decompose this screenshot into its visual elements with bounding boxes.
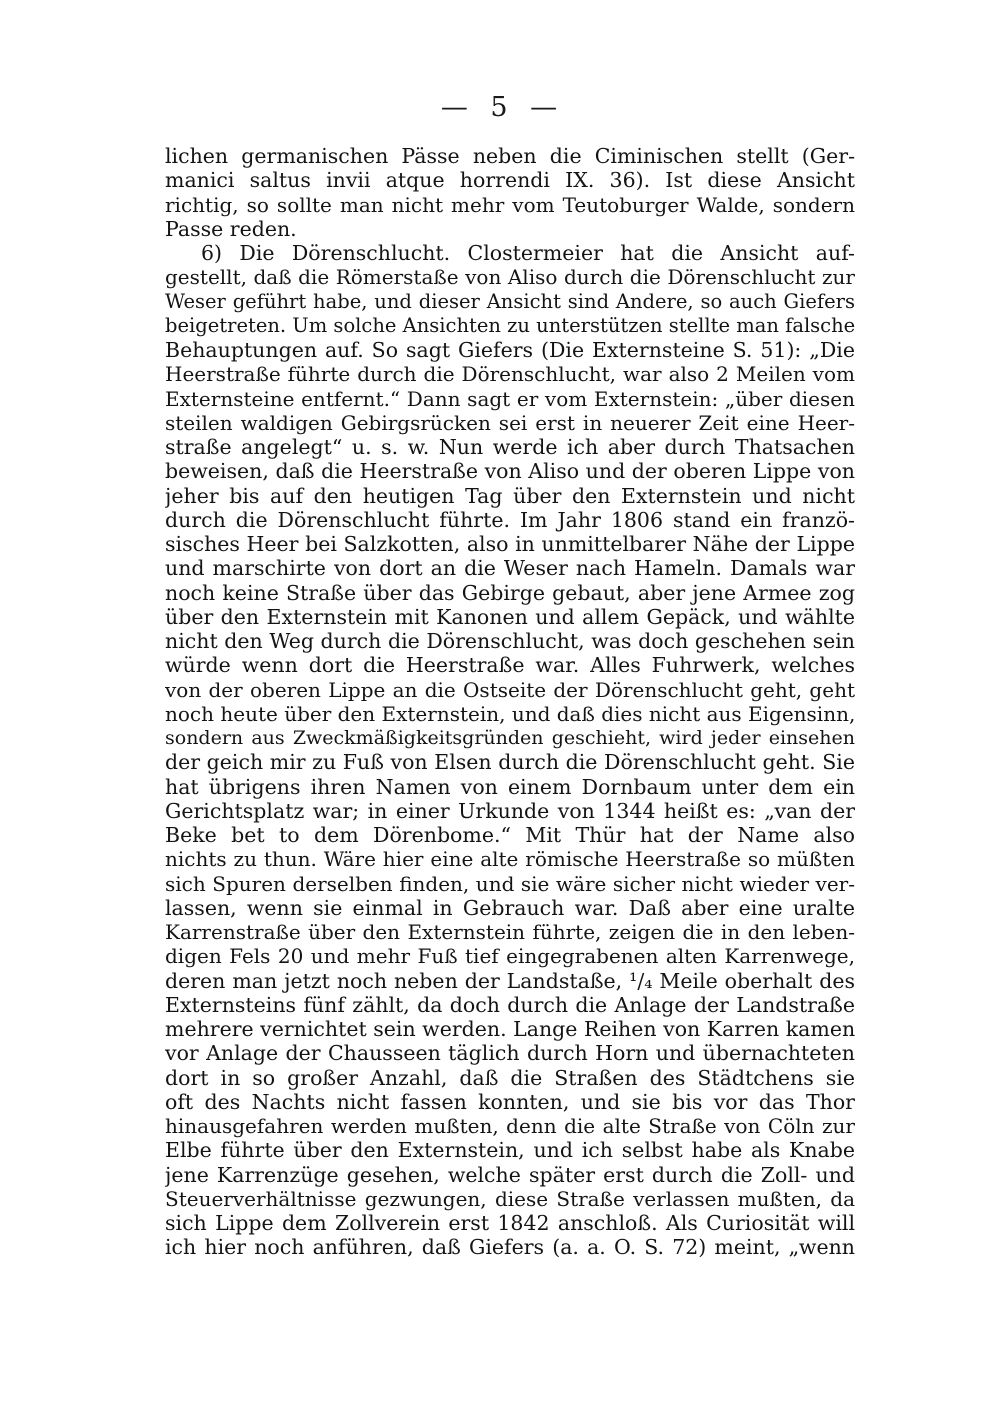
text-line: Karrenstraße über den Externstein führte, zeigen die in den leben- bbox=[165, 920, 855, 944]
text-line: Weser geführt habe, und dieser Ansicht sind Andere, so auch Giefers bbox=[165, 289, 855, 313]
text-line: Externsteins fünf zählt, da doch durch die Anlage der Landstraße bbox=[165, 992, 855, 1017]
text-line: noch keine Straße über das Gebirge gebaut, aber jene Armee zog bbox=[165, 580, 855, 605]
body-text bbox=[165, 144, 855, 1260]
text-line: würde wenn dort die Heerstraße war. Alles Fuhrwerk, welches bbox=[165, 653, 855, 678]
text-line: lichen germanischen Pässe neben die Ciminischen stellt (Ger- bbox=[165, 144, 855, 168]
section-heading-line: 6) Die Dörenschlucht. Clostermeier hat die Ansicht auf- bbox=[201, 241, 855, 265]
text-line: Gerichtsplatz war; in einer Urkunde von 1344 heißt es: „van der bbox=[165, 798, 855, 823]
text-line: Steuerverhältnisse gezwungen, diese Straße verlassen mußten, da bbox=[165, 1186, 855, 1211]
text-line: durch die Dörenschlucht führte. Im Jahr 1806 stand ein franzö- bbox=[165, 507, 855, 532]
text-line: hat übrigens ihren Namen von einem Dornbaum unter dem ein bbox=[165, 774, 855, 799]
text-line: vor Anlage der Chausseen täglich durch Horn und übernachteten bbox=[165, 1041, 855, 1066]
text-line: gestellt, daß die Römerstaße von Aliso durch die Dörenschlucht zur bbox=[165, 265, 855, 290]
text-line: noch heute über den Externstein, und daß dies nicht aus Eigensinn, bbox=[165, 701, 855, 726]
text-line: beweisen, daß die Heerstraße von Aliso und der oberen Lippe von bbox=[165, 459, 855, 484]
text-line: mehrere vernichtet sein werden. Lange Reihen von Karren kamen bbox=[165, 1017, 855, 1041]
text-line: jeher bis auf den heutigen Tag über den Externstein und nicht bbox=[165, 483, 855, 508]
text-line: richtig, so sollte man nicht mehr vom Teutoburger Walde, sondern bbox=[165, 192, 855, 217]
text-line: oft des Nachts nicht fassen konnten, und sie bis vor das Thor bbox=[165, 1089, 855, 1114]
text-line: steilen waldigen Gebirgsrücken sei erst in neuerer Zeit eine Heer- bbox=[165, 410, 855, 435]
text-line: nichts zu thun. Wäre hier eine alte römische Heerstraße so müßten bbox=[165, 847, 855, 872]
text-line: über den Externstein mit Kanonen und allem Gepäck, und wählte bbox=[165, 604, 855, 629]
text-line: nicht den Weg durch die Dörenschlucht, was doch geschehen sein bbox=[165, 629, 855, 653]
page-number: — 5 — bbox=[440, 92, 560, 123]
text-line: Heerstraße führte durch die Dörenschlucht, war also 2 Meilen vom bbox=[165, 362, 855, 387]
text-line: Elbe führte über den Externstein, und ich selbst habe als Knabe bbox=[165, 1138, 855, 1163]
text-line: ich hier noch anführen, daß Giefers (a. a. O. S. 72) meint, „wenn bbox=[165, 1235, 855, 1260]
text-line: von der oberen Lippe an die Ostseite der Dörenschlucht geht, geht bbox=[165, 677, 855, 702]
text-line: sich Spuren derselben finden, und sie wäre sicher nicht wieder ver- bbox=[165, 871, 855, 896]
text-line: straße angelegt“ u. s. w. Nun werde ich aber durch Thatsachen bbox=[165, 435, 855, 459]
text-line: manici saltus invii atque horrendi IX. 36). Ist diese Ansicht bbox=[165, 168, 855, 193]
text-line: Externsteine entfernt.“ Dann sagt er vom Externstein: „über diesen bbox=[165, 386, 855, 411]
text-line: deren man jetzt noch neben der Landstaße, ¹/₄ Meile oberhalt des bbox=[165, 968, 855, 993]
text-line: Beke bet to dem Dörenbome.“ Mit Thür hat der Name also bbox=[165, 823, 855, 847]
text-line: dort in so großer Anzahl, daß die Straßen des Städtchens sie bbox=[165, 1065, 855, 1090]
text-line: und marschirte von dort an die Weser nach Hameln. Damals war bbox=[165, 556, 855, 581]
text-line: sich Lippe dem Zollverein erst 1842 anschloß. Als Curiosität will bbox=[165, 1211, 855, 1235]
text-line: digen Fels 20 und mehr Fuß tief eingegrabenen alten Karrenwege, bbox=[165, 944, 855, 969]
text-line: sondern aus Zweckmäßigkeitsgründen geschieht, wird jeder einsehen bbox=[165, 727, 855, 749]
text-line: Passe reden. bbox=[165, 216, 297, 241]
text-line: beigetreten. Um solche Ansichten zu unterstützen stellte man falsche bbox=[165, 313, 855, 337]
text-line: Behauptungen auf. So sagt Giefers (Die Externsteine S. 51): „Die bbox=[165, 338, 855, 362]
text-line: der geich mir zu Fuß von Elsen durch die Dörenschlucht geht. Sie bbox=[165, 750, 855, 775]
text-line: lassen, wenn sie einmal in Gebrauch war. Daß aber eine uralte bbox=[165, 895, 855, 920]
text-line: sisches Heer bei Salzkotten, also in unmittelbarer Nähe der Lippe bbox=[165, 532, 855, 556]
text-line: hinausgefahren werden mußten, denn die alte Straße von Cöln zur bbox=[165, 1114, 855, 1138]
text-line: jene Karrenzüge gesehen, welche später erst durch die Zoll- und bbox=[165, 1162, 855, 1187]
